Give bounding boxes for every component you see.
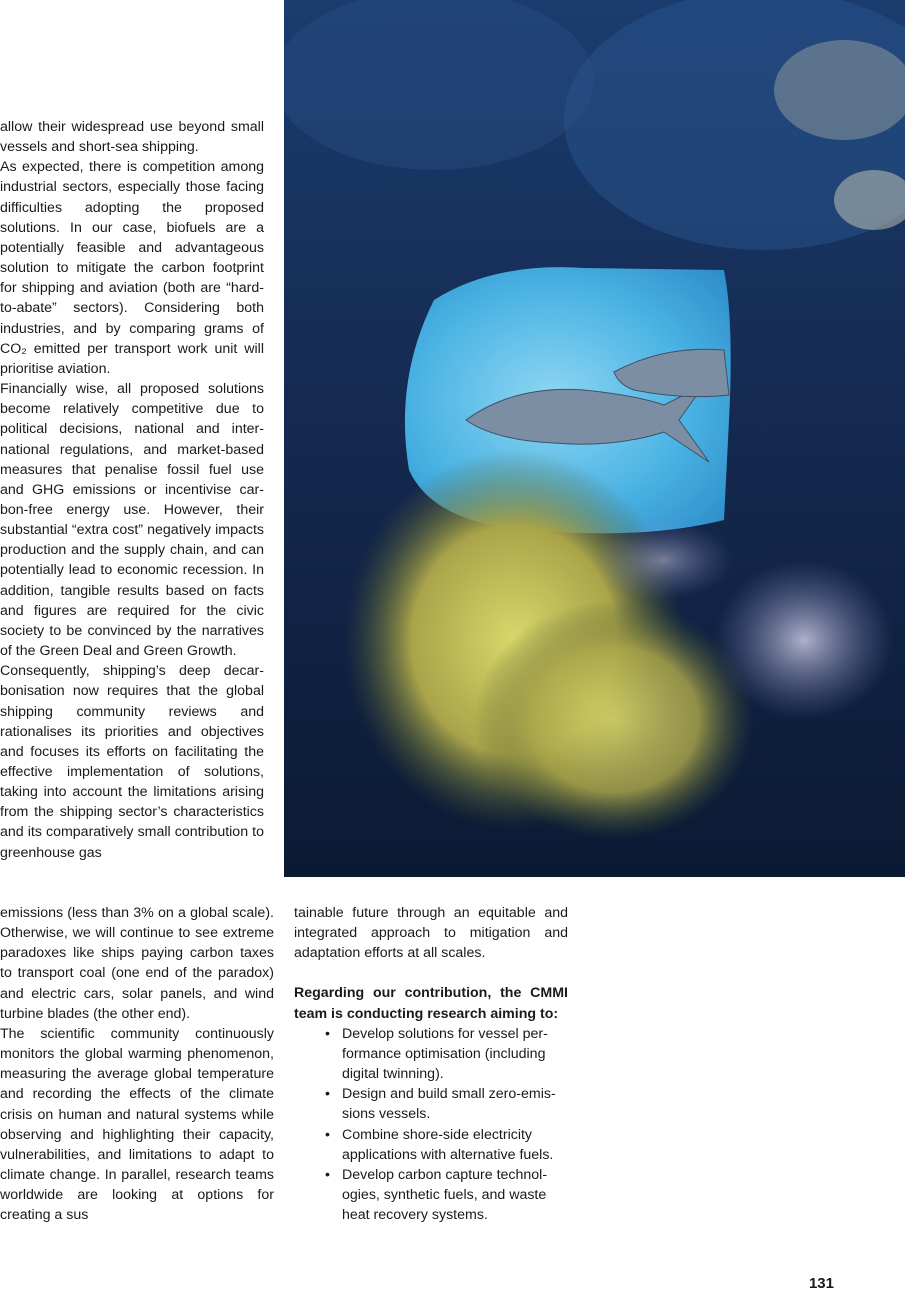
list-item <box>294 1125 568 1165</box>
contribution-heading: Regarding our contribution, the CMMI team is conducting research aiming to: <box>294 985 568 1022</box>
list-item-text: Design and build small zero-emissions vessels. <box>342 1086 556 1123</box>
paragraph: allow their widespread use beyond small vessels and short-sea shipping. <box>0 119 264 156</box>
list-item <box>294 1024 568 1084</box>
paragraph: Financially wise, all proposed solutions become relatively competitive due to political decisions, national and international regulations, and market-based measures that penalise fossil fuel use and GHG emissions or incentivise carbon-free energy use. However, their substantial “extra cost” negatively impacts production and the supply chain, and can potentially lead to economic recession. In addition, tangible results based on facts and figures are required for the civic society to be convinced by the narratives of the Green Deal and Green Growth. <box>0 381 264 660</box>
list-item <box>294 1084 568 1124</box>
paragraph: As expected, there is competition among industrial sectors, especially those facing difficulties adopting the proposed solutions. In our case, biofuels are a potentially feasible and advantageous solution to mitigate the carbon footprint for shipping and aviation (both are “hard-to-abate” sectors). Considering both industries, and by comparing grams of CO₂ emitted per transport work unit will prioritise aviation. <box>0 159 264 377</box>
list-item-text: Develop solutions for vessel performance optimisation (including digital twinning). <box>342 1025 548 1083</box>
bullet-icon: • <box>325 1025 330 1042</box>
text-column-right <box>294 903 568 1225</box>
bullet-icon: • <box>325 1126 330 1143</box>
bullet-icon: • <box>325 1086 330 1103</box>
paragraph: The scientific community continuously monitors the global warming phenomenon, measuring the average global temperature and recording the effects of the climate crisis on human and natural systems while observing and highlighting their capacity, vulnerabilities, and limitations to adapt to climate change. In parallel, research teams worldwide are looking at options for creating a sus <box>0 1025 274 1224</box>
list-item <box>294 1165 568 1225</box>
paragraph: Consequently, shipping’s deep decarbonisation now requires that the global shipping community reviews and rationalises its priorities and objectives and focuses its efforts on facilitating the effective implementation of solutions, taking into account the limitations arising from the shipping sector’s characteristics and its comparatively small contribution to greenhouse gas <box>0 663 264 861</box>
list-item-text: Combine shore-side electricity applications with alternative fuels. <box>342 1126 554 1163</box>
page-number: 131 <box>808 1275 834 1292</box>
paragraph: emissions (less than 3% on a global scale). Otherwise, we will continue to see extreme paradoxes like ships paying carbon taxes to transport coal (one end of the paradox) and electric cars, solar panels, and wind turbine blades (the other end). <box>0 905 274 1022</box>
text-column-left-lower <box>0 903 274 1226</box>
bullet-icon: • <box>325 1166 330 1183</box>
research-aims-list <box>294 1024 568 1226</box>
list-item-text: Develop carbon capture technologies, synthetic fuels, and waste heat recovery systems. <box>342 1166 548 1224</box>
paragraph: tainable future through an equitable and integrated approach to mitigation and adaptation efforts at all scales. <box>294 905 568 962</box>
text-column-left-upper <box>0 117 264 863</box>
underwater-shipwreck-photo <box>284 0 905 877</box>
